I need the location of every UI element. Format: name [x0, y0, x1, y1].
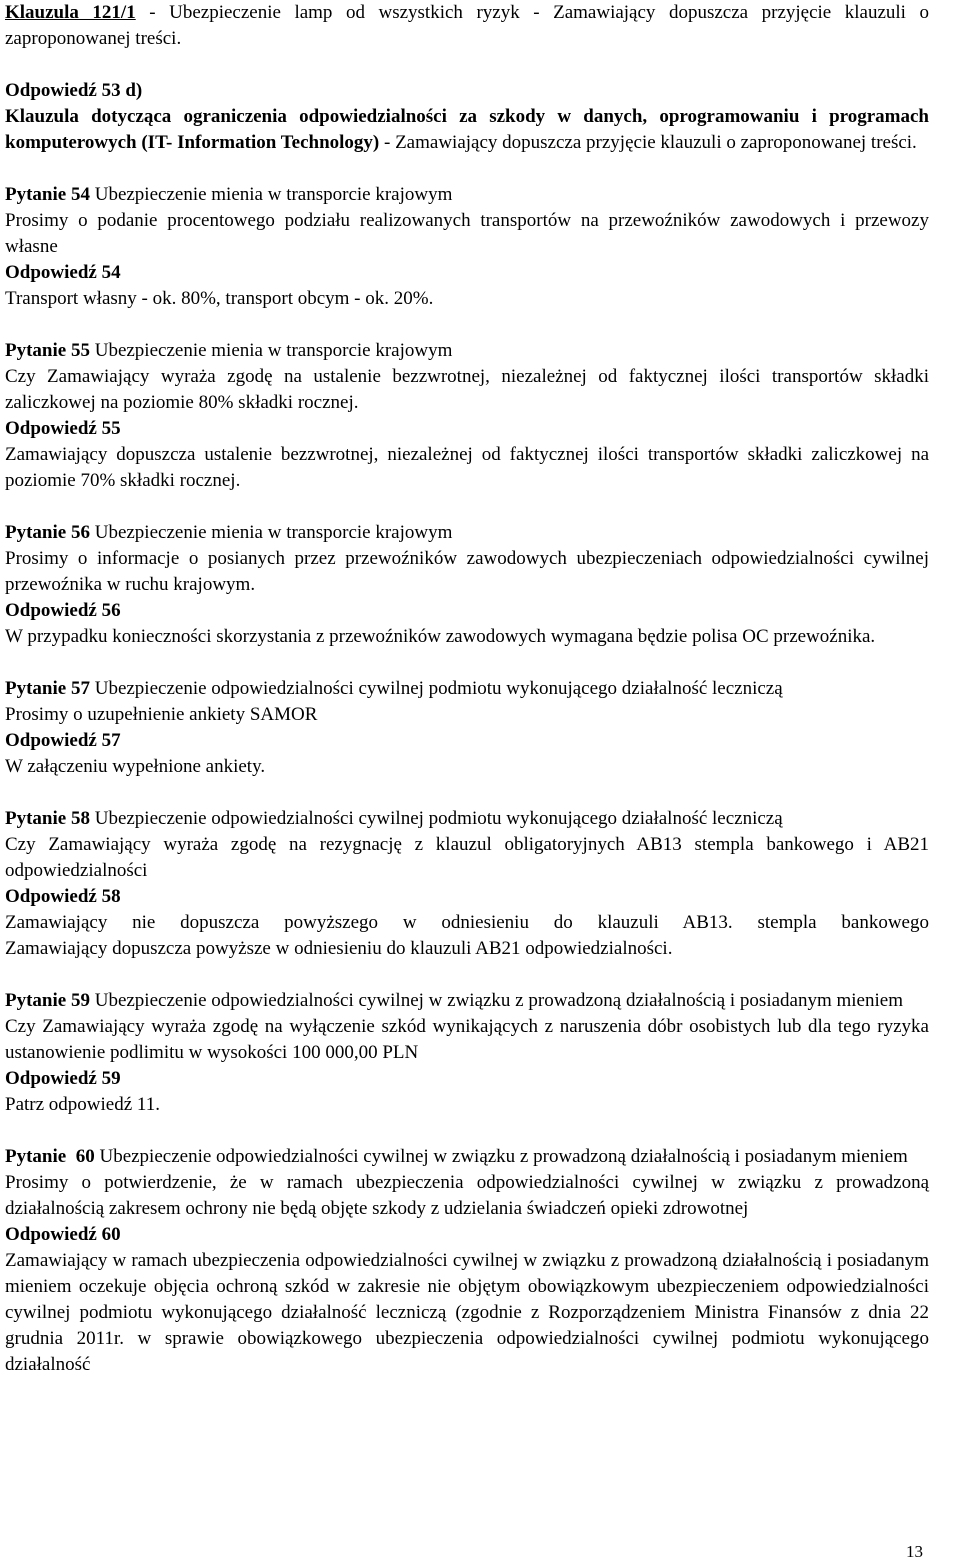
question-60-topic: Ubezpieczenie odpowiedzialności cywilnej w związku z prowadzoną działalnością i posiadanym mieniem: [94, 1146, 908, 1167]
question-54-topic: Ubezpieczenie mienia w transporcie krajowym: [89, 184, 453, 205]
question-54-label: Pytanie 54: [5, 184, 90, 205]
answer-59-text: Patrz odpowiedź 11.: [5, 1094, 160, 1115]
answer-55-text: Zamawiający dopuszcza ustalenie bezzwrotnej, niezależnej od faktycznej ilości transportów składki zaliczkowej na poziomie 70% składki rocznej.: [5, 444, 929, 491]
answer-56-text: W przypadku konieczności skorzystania z przewoźników zawodowych wymagana będzie polisa OC przewoźnika.: [5, 626, 876, 647]
answer-55-label: Odpowiedź 55: [5, 418, 121, 439]
question-58-text: Czy Zamawiający wyraża zgodę na rezygnację z klauzul obligatoryjnych AB13 stempla bankowego i AB21 odpowiedzialności: [5, 834, 929, 881]
question-60-text: Prosimy o potwierdzenie, że w ramach ubezpieczenia odpowiedzialności cywilnej w związku z prowadzoną działalnością zakresem ochrony nie będą objęte szkody z udzielania świadczeń opieki zdrowotnej: [5, 1172, 929, 1219]
question-56-topic: Ubezpieczenie mienia w transporcie krajowym: [89, 522, 453, 543]
question-59-heading: [5, 988, 929, 1014]
clause-title: Klauzula 121/1: [5, 2, 136, 23]
answer-58-label: Odpowiedź 58: [5, 886, 121, 907]
question-60-label: Pytanie 60: [5, 1146, 95, 1167]
question-59-label: Pytanie 59: [5, 990, 90, 1011]
question-58-topic: Ubezpieczenie odpowiedzialności cywilnej podmiotu wykonującego działalność leczniczą: [89, 808, 783, 829]
clause-121-1: [5, 0, 929, 52]
question-59-topic: Ubezpieczenie odpowiedzialności cywilnej w związku z prowadzoną działalnością i posiadanym mieniem: [89, 990, 903, 1011]
answer-59-label: Odpowiedź 59: [5, 1068, 121, 1089]
answer-56-label: Odpowiedź 56: [5, 600, 121, 621]
question-60-heading: [5, 1144, 929, 1170]
answer-53-bold: Klauzula dotycząca ograniczenia odpowiedzialności za szkody w danych, oprogramowaniu i programach komputerowych (IT- Information Technology): [5, 106, 929, 153]
answer-60-text: Zamawiający w ramach ubezpieczenia odpowiedzialności cywilnej w związku z prowadzoną działalnością i posiadanym mieniem oczekuje objęcia ochroną szkód w zakresie nie objętym obowiązkowym ubezpieczeniem odpowiedzialności cywilnej podmiotu wykonującego działalność leczniczą (zgodnie z Rozporządzeniem Ministra Finansów z dnia 22 grudnia 2011r. w sprawie obowiązkowego ubezpieczenia odpowiedzialności cywilnej podmiotu wykonującego działalność: [5, 1250, 929, 1375]
answer-53-rest: - Zamawiający dopuszcza przyjęcie klauzuli o zaproponowanej treści.: [379, 132, 917, 153]
question-57-heading: [5, 676, 929, 702]
answer-57-label: Odpowiedź 57: [5, 730, 121, 751]
question-55-label: Pytanie 55: [5, 340, 90, 361]
answer-60-label: Odpowiedź 60: [5, 1224, 121, 1245]
question-58-heading: [5, 806, 929, 832]
answer-53-label: Odpowiedź 53 d): [5, 80, 143, 101]
question-58-label: Pytanie 58: [5, 808, 90, 829]
question-55-heading: [5, 338, 929, 364]
answer-58-line-2: Zamawiający dopuszcza powyższe w odniesieniu do klauzuli AB21 odpowiedzialności.: [5, 938, 673, 959]
answer-54-text: Transport własny - ok. 80%, transport obcym - ok. 20%.: [5, 288, 434, 309]
question-54-heading: [5, 182, 929, 208]
question-56-label: Pytanie 56: [5, 522, 90, 543]
question-57-label: Pytanie 57: [5, 678, 90, 699]
document-body: [5, 0, 929, 1378]
question-56-heading: [5, 520, 929, 546]
question-54-text: Prosimy o podanie procentowego podziału realizowanych transportów na przewoźników zawodowych i przewozy własne: [5, 210, 929, 257]
answer-53-text: [5, 104, 929, 156]
clause-text: - Ubezpieczenie lamp od wszystkich ryzyk - Zamawiający dopuszcza przyjęcie klauzuli o zaproponowanej treści.: [5, 2, 929, 49]
question-55-topic: Ubezpieczenie mienia w transporcie krajowym: [89, 340, 453, 361]
question-56-text: Prosimy o informacje o posianych przez przewoźników zawodowych ubezpieczeniach odpowiedzialności cywilnej przewoźnika w ruchu krajowym.: [5, 548, 929, 595]
question-55-text: Czy Zamawiający wyraża zgodę na ustalenie bezzwrotnej, niezależnej od faktycznej ilości transportów składki zaliczkowej na poziomie 80% składki rocznej.: [5, 366, 929, 413]
answer-54-label: Odpowiedź 54: [5, 262, 121, 283]
answer-58-line-1: Zamawiający nie dopuszcza powyższego w odniesieniu do klauzuli AB13. stempla bankowego: [5, 912, 929, 933]
question-57-topic: Ubezpieczenie odpowiedzialności cywilnej podmiotu wykonującego działalność leczniczą: [89, 678, 783, 699]
answer-57-text: W załączeniu wypełnione ankiety.: [5, 756, 266, 777]
question-57-text: Prosimy o uzupełnienie ankiety SAMOR: [5, 704, 318, 725]
question-59-text: Czy Zamawiający wyraża zgodę na wyłączenie szkód wynikających z naruszenia dóbr osobistych lub dla tego ryzyka ustanowienie podlimitu w wysokości 100 000,00 PLN: [5, 1016, 929, 1063]
page-number: 13: [906, 1542, 923, 1561]
